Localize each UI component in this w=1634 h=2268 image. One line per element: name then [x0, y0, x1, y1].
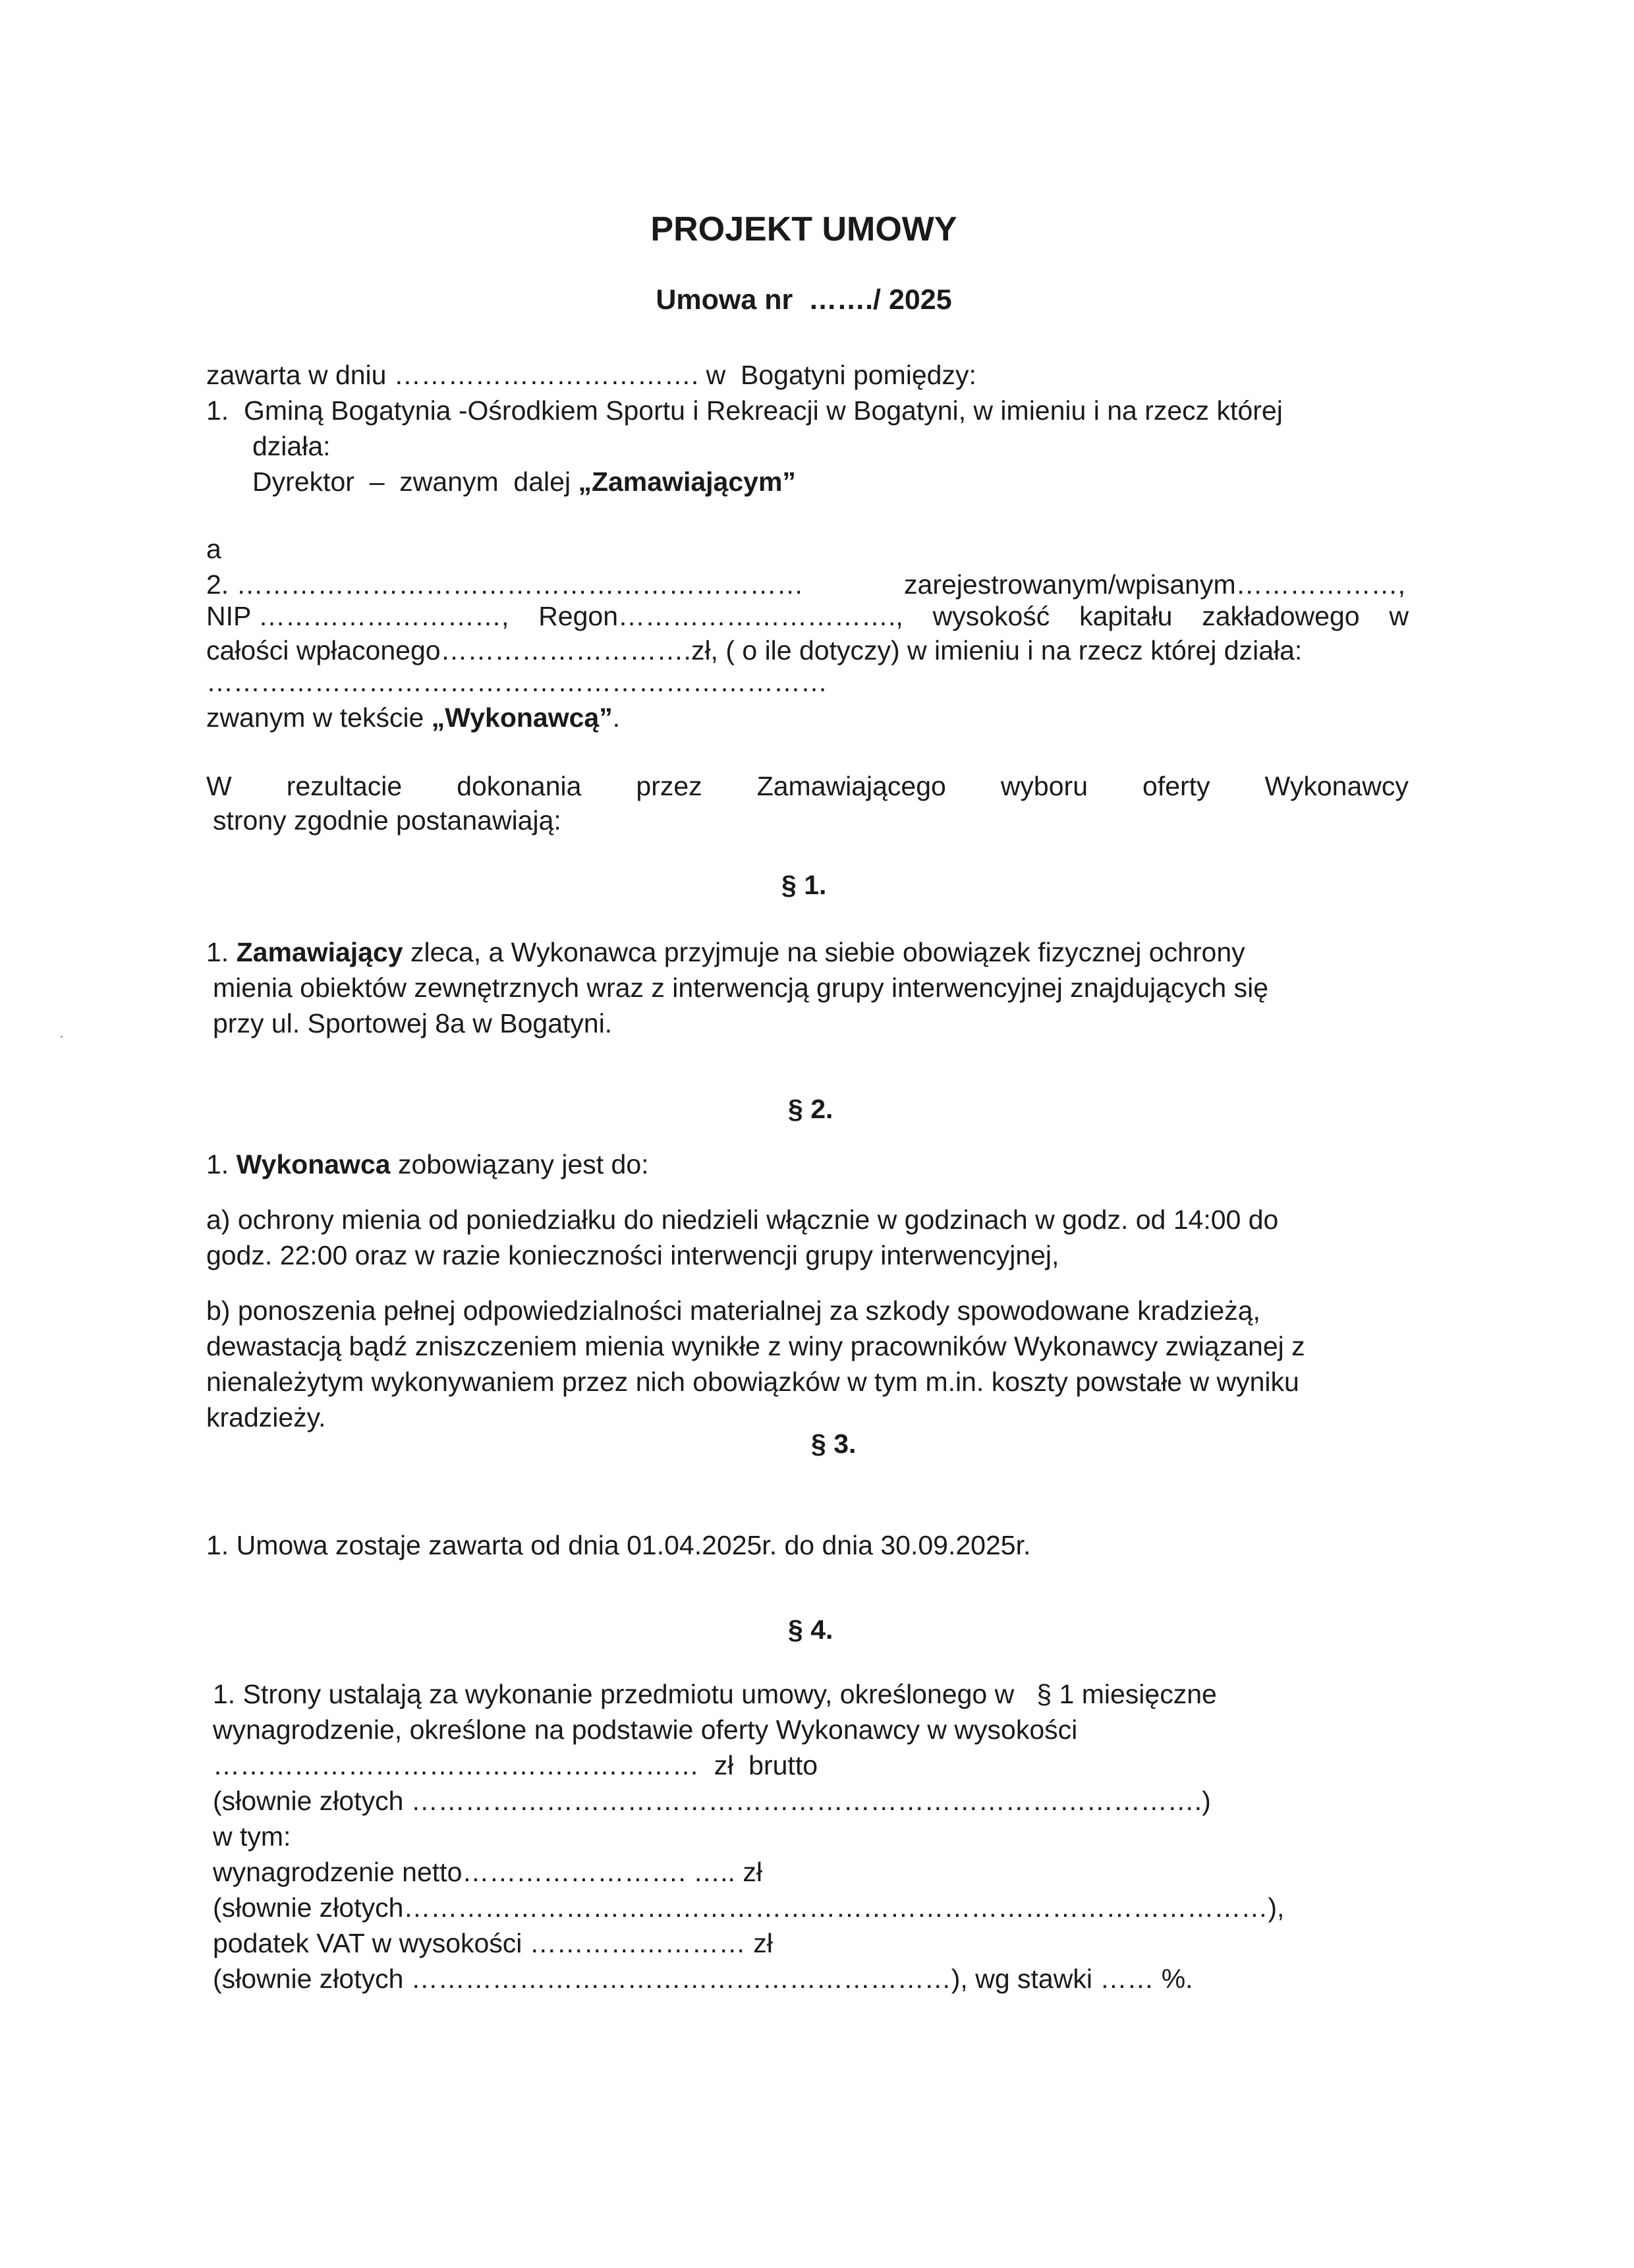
- preamble-word: oferty: [1142, 771, 1210, 801]
- s4-line3: ……………………………………………… zł brutto: [213, 1750, 818, 1780]
- s4-line4: (słownie złotych …………………………………………………………………………….): [213, 1786, 1211, 1816]
- s2-item-line: [206, 1147, 649, 1182]
- s4-line5: w tym:: [213, 1821, 291, 1852]
- s2-item-bold: Wykonawca: [236, 1149, 391, 1179]
- preamble-word: rezultacie: [286, 771, 403, 801]
- party2-name: [206, 700, 620, 735]
- s2-b-line4: kradzieży.: [206, 1402, 326, 1432]
- s4-line9: (słownie złotych ……………………………………………………), wg stawki …… %.: [213, 1964, 1193, 1994]
- preamble-line1: [206, 768, 1409, 804]
- party2-regon: Regon………………………….,: [538, 601, 903, 631]
- and-word: a: [206, 534, 221, 564]
- section-heading-2: § 2.: [788, 1094, 833, 1124]
- section-heading-4: § 4.: [788, 1614, 833, 1645]
- s1-item-line1: [206, 934, 1245, 970]
- party2-word: w: [1389, 601, 1409, 631]
- s4-line7: (słownie złotych……………………………………………………………………………………),: [213, 1892, 1285, 1923]
- concluded-line: zawarta w dniu ……………………………. w Bogatyni pomiędzy:: [206, 360, 976, 390]
- party2-line1: [206, 567, 1405, 602]
- document-title: PROJEKT UMOWY: [650, 210, 957, 248]
- s4-line1: 1. Strony ustalają za wykonanie przedmiotu umowy, określonego w § 1 miesięczne: [213, 1679, 1217, 1709]
- s2-a-line2: godz. 22:00 oraz w razie konieczności interwencji grupy interwencyjnej,: [206, 1240, 1059, 1270]
- s2-item-number: 1.: [206, 1149, 237, 1179]
- party2-line4: ……………………………………………………………: [206, 667, 828, 697]
- scan-speck: [61, 1036, 63, 1038]
- party2-word: kapitału: [1079, 601, 1173, 631]
- party2-registered: zarejestrowanym/wpisanym………………,: [904, 569, 1405, 600]
- contract-number: Umowa nr ……./ 2025: [656, 284, 952, 316]
- preamble-word: wyboru: [1000, 771, 1088, 801]
- s2-b-line2: dewastacją bądź zniszczeniem mienia wynikłe z winy pracowników Wykonawcy związanej z: [206, 1331, 1305, 1361]
- s2-a-line1: a) ochrony mienia od poniedziałku do niedzieli włącznie w godzinach w godz. od 14:00 do: [206, 1205, 1279, 1235]
- preamble-word: przez: [636, 771, 702, 801]
- section-heading-1: § 1.: [781, 870, 827, 900]
- preamble-word: Wykonawcy: [1264, 771, 1409, 801]
- party2-line2: [206, 598, 1409, 634]
- party2-word: wysokość: [932, 601, 1050, 631]
- s1-item-rest: zleca, a Wykonawca przyjmuje na siebie obowiązek fizycznej ochrony: [403, 937, 1245, 967]
- party1-role: [252, 464, 796, 499]
- preamble-line2: strony zgodnie postanawiają:: [213, 805, 561, 836]
- s4-line2: wynagrodzenie, określone na podstawie oferty Wykonawcy w wysokości: [213, 1715, 1078, 1745]
- party1-role-name: „Zamawiającym”: [578, 467, 796, 497]
- party2-name-prefix: zwanym w tekście: [206, 702, 432, 733]
- party2-line3: całości wpłaconego……………………….zł, ( o ile dotyczy) w imieniu i na rzecz której działa:: [206, 635, 1303, 666]
- section-heading-3: § 3.: [811, 1429, 857, 1459]
- s1-item-bold: Zamawiający: [236, 937, 403, 967]
- party1-line1: 1. Gminą Bogatynia -Ośrodkiem Sportu i Rekreacji w Bogatyni, w imieniu i na rzecz której: [206, 395, 1283, 426]
- party2-word: zakładowego: [1202, 601, 1360, 631]
- s1-item-line2: mienia obiektów zewnętrznych wraz z interwencją grupy interwencyjnej znajdujących się: [213, 973, 1269, 1003]
- s4-line8: podatek VAT w wysokości …………………… zł: [213, 1928, 773, 1958]
- s2-b-line3: nienależytym wykonywaniem przez nich obowiązków w tym m.in. koszty powstałe w wyniku: [206, 1367, 1299, 1397]
- preamble-word: W: [206, 771, 232, 801]
- party1-role-prefix: Dyrektor – zwanym dalej: [252, 467, 578, 497]
- party2-name-suffix: .: [612, 702, 621, 733]
- party2-name-bold: „Wykonawcą”: [431, 702, 613, 733]
- preamble-word: dokonania: [457, 771, 582, 801]
- party2-name-blank: 2. ………………………………………………………: [206, 569, 804, 600]
- party1-line2: działa:: [252, 431, 331, 461]
- s2-b-line1: b) ponoszenia pełnej odpowiedzialności materialnej za szkody spowodowane kradzieżą,: [206, 1295, 1260, 1326]
- s4-line6: wynagrodzenie netto……………………. ….. zł: [213, 1857, 762, 1887]
- s1-item-line3: przy ul. Sportowej 8a w Bogatyni.: [213, 1008, 613, 1038]
- party2-nip: NIP ………………………,: [206, 601, 509, 631]
- s3-item: 1. Umowa zostaje zawarta od dnia 01.04.2025r. do dnia 30.09.2025r.: [206, 1530, 1031, 1560]
- s2-item-rest: zobowiązany jest do:: [390, 1149, 649, 1179]
- preamble-word: Zamawiającego: [756, 771, 946, 801]
- s1-item-number: 1.: [206, 937, 237, 967]
